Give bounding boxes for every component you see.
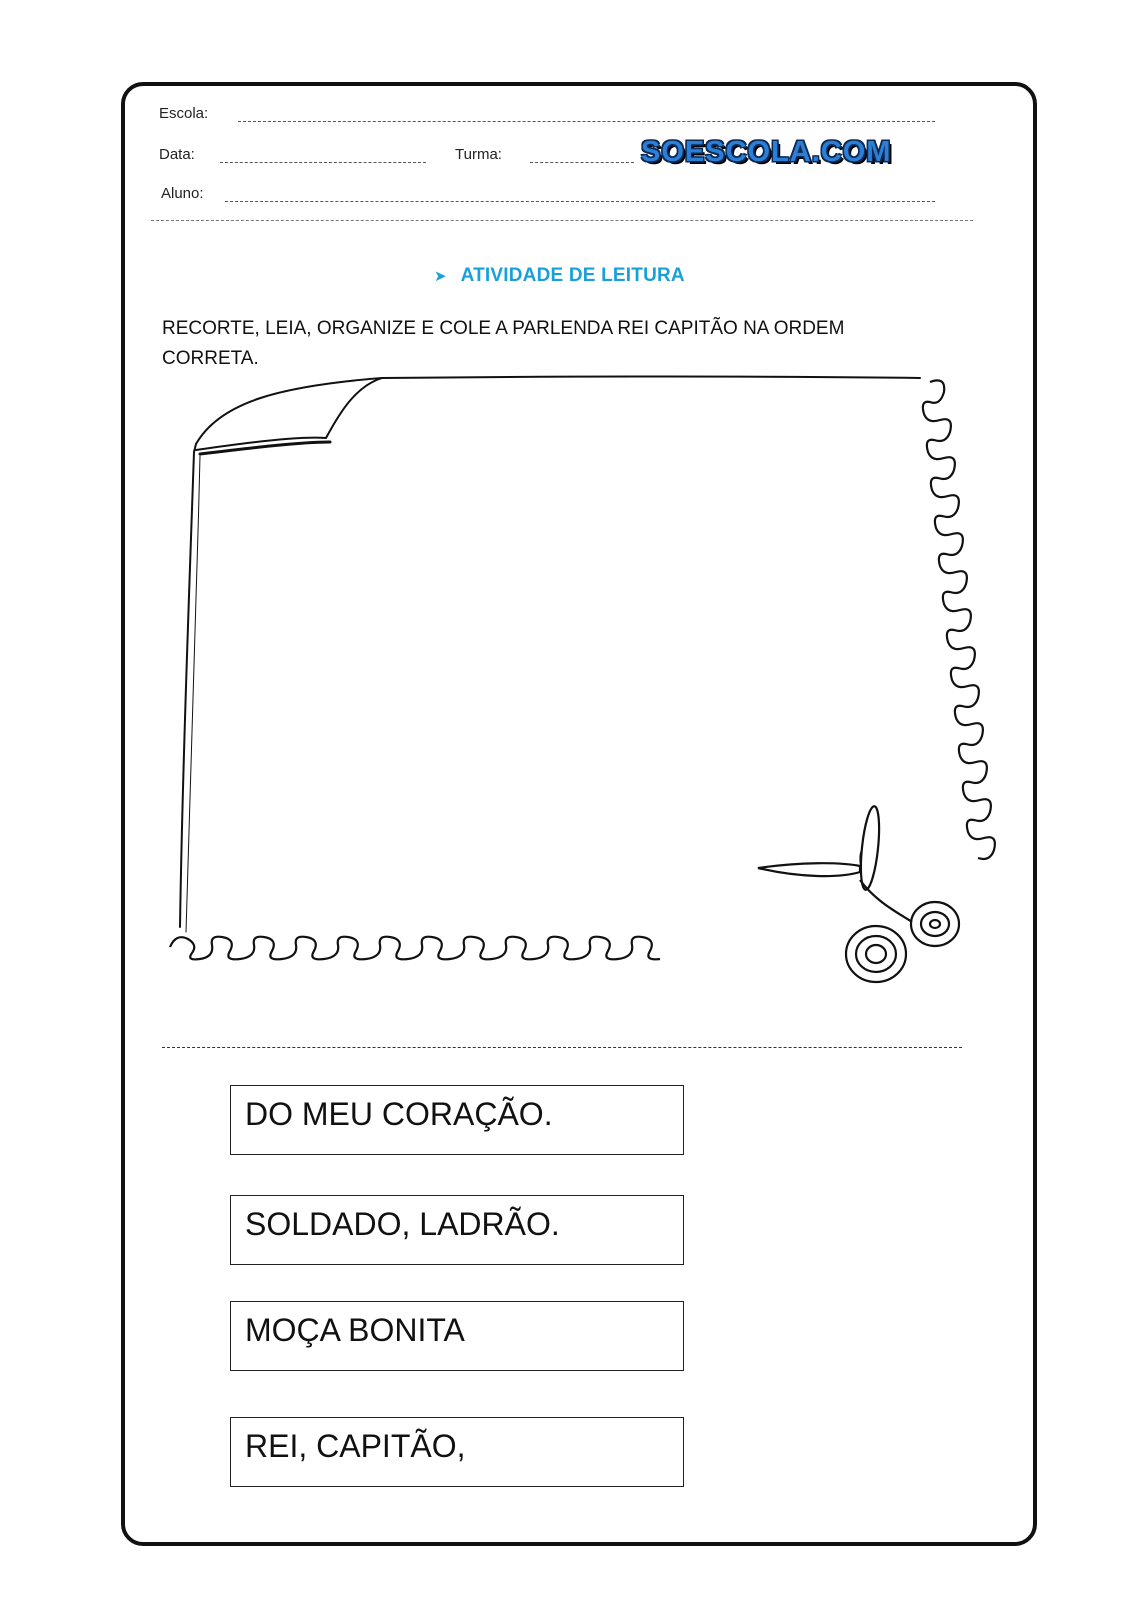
word-card[interactable]: DO MEU CORAÇÃO. xyxy=(230,1085,684,1155)
school-label: Escola: xyxy=(159,105,209,122)
date-label: Data: xyxy=(159,146,195,163)
cut-line xyxy=(162,1047,962,1048)
school-field-line[interactable] xyxy=(238,121,935,122)
activity-heading xyxy=(434,265,685,287)
bottom-wavy-border xyxy=(170,937,660,960)
student-field-line[interactable] xyxy=(225,201,935,202)
paste-area-frame xyxy=(160,372,1000,1012)
date-field-line[interactable] xyxy=(220,162,426,163)
activity-title: ATIVIDADE DE LEITURA xyxy=(460,265,685,286)
header-separator xyxy=(151,220,973,221)
scissors-ornament-icon xyxy=(758,805,959,982)
student-label: Aluno: xyxy=(161,185,204,202)
right-wavy-border xyxy=(923,380,995,859)
word-card[interactable]: SOLDADO, LADRÃO. xyxy=(230,1195,684,1265)
word-card[interactable]: REI, CAPITÃO, xyxy=(230,1417,684,1487)
soescola-logo: SOESCOLA.COM xyxy=(641,136,892,168)
class-label: Turma: xyxy=(455,146,502,163)
instruction-text: RECORTE, LEIA, ORGANIZE E COLE A PARLENDA REI CAPITÃO NA ORDEM CORRETA. xyxy=(162,318,845,369)
curl-outer xyxy=(194,378,382,452)
arrow-bullet-icon: ➤ xyxy=(434,268,447,285)
class-field-line[interactable] xyxy=(530,162,634,163)
word-card[interactable]: MOÇA BONITA xyxy=(230,1301,684,1371)
